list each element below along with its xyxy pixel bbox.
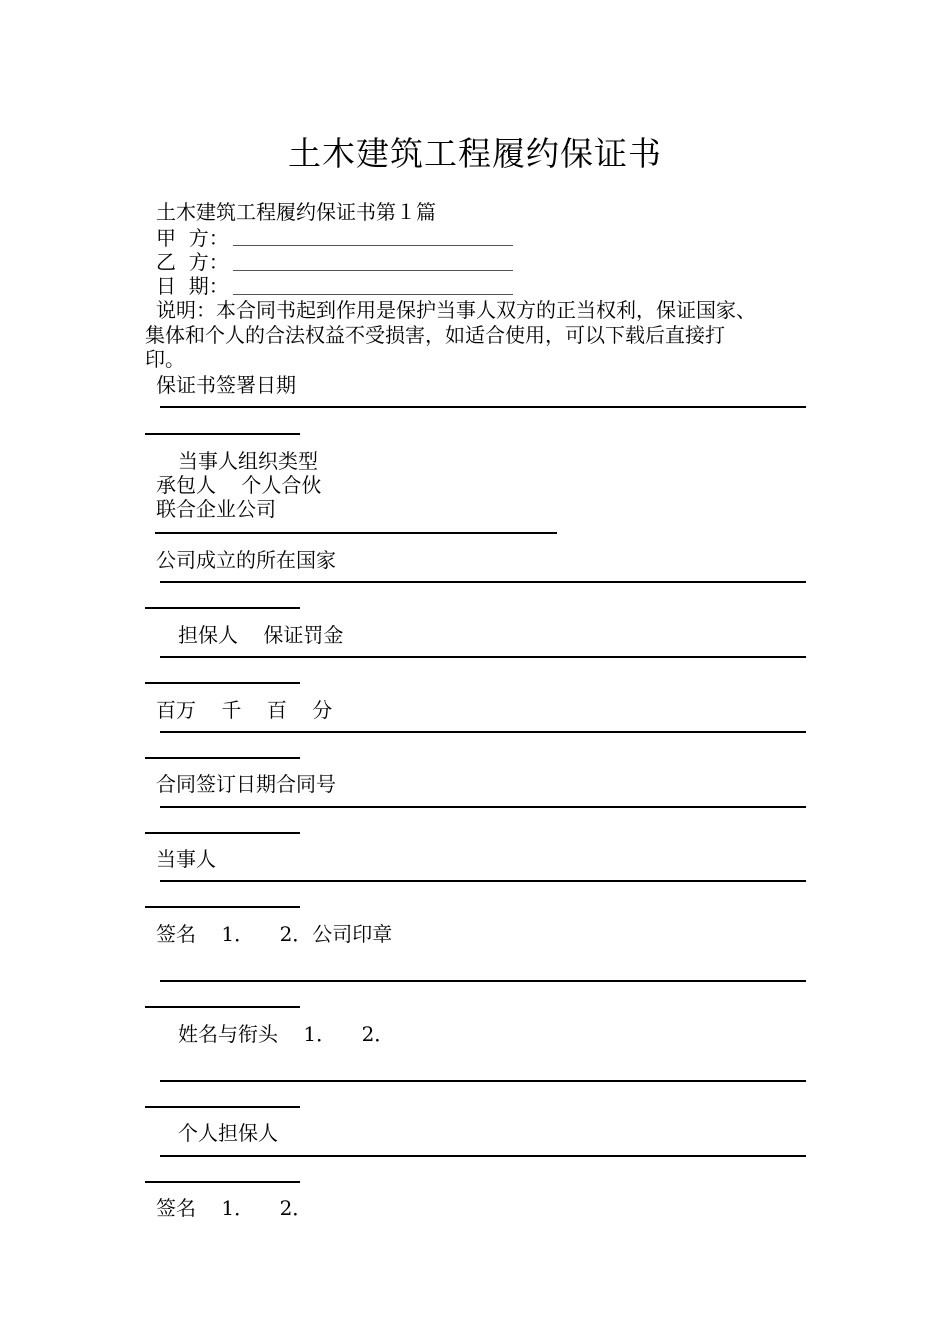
country-line-end (145, 607, 300, 609)
country-label: 公司成立的所在国家 (156, 548, 336, 572)
party-line (160, 880, 806, 882)
contract-date-number-line (160, 806, 806, 808)
country-line (160, 581, 806, 583)
party-org-type-label: 当事人组织类型 (178, 449, 318, 473)
note-line-1: 说明：本合同书起到作用是保护当事人双方的正当权利，保证国家、 (156, 298, 756, 322)
amount-units-line (160, 731, 806, 733)
org-type-line (155, 532, 557, 534)
party-label: 当事人 (156, 847, 216, 871)
document-subtitle: 土木建筑工程履约保证书第１篇 (156, 200, 436, 224)
date-label: 日 期： (156, 274, 229, 298)
party-b-label: 乙 方： (156, 250, 229, 274)
contractor-options-label: 承包人 个人合伙 (156, 473, 322, 497)
party-a-blank (233, 245, 513, 246)
individual-guarantor-label: 个人担保人 (178, 1121, 278, 1145)
party-b-blank (233, 270, 513, 271)
guarantor-penalty-line (160, 656, 806, 658)
joint-venture-label: 联合企业公司 (156, 497, 276, 521)
signing-date-label: 保证书签署日期 (156, 373, 296, 397)
guarantor-penalty-line-end (145, 682, 300, 684)
name-title-line (160, 1080, 806, 1082)
name-title-line-end (145, 1106, 300, 1108)
individual-guarantor-line (160, 1155, 806, 1157)
signing-date-line (160, 406, 806, 408)
signature-seal-line (160, 980, 806, 982)
party-line-end (145, 906, 300, 908)
signing-date-line-end (145, 433, 300, 435)
signature-seal-label: 签名 1． 2．公司印章 (156, 922, 393, 946)
note-line-2: 集体和个人的合法权益不受损害，如适合使用，可以下载后直接打 (145, 323, 725, 347)
individual-guarantor-line-end (145, 1181, 300, 1183)
amount-units-line-end (145, 757, 300, 759)
note-line-3: 印。 (145, 347, 185, 371)
amount-units-label: 百万 千 百 分 (156, 698, 333, 722)
date-blank (233, 294, 513, 295)
guarantor-penalty-label: 担保人 保证罚金 (178, 623, 344, 647)
signature-2-label: 签名 1． 2． (156, 1196, 313, 1220)
contract-date-number-label: 合同签订日期合同号 (156, 772, 336, 796)
name-title-label: 姓名与衔头 1． 2． (178, 1022, 395, 1046)
party-a-label: 甲 方： (156, 226, 229, 250)
signature-seal-line-end (145, 1006, 300, 1008)
contract-date-number-line-end (145, 832, 300, 834)
document-title: 土木建筑工程履约保证书 (288, 134, 662, 173)
